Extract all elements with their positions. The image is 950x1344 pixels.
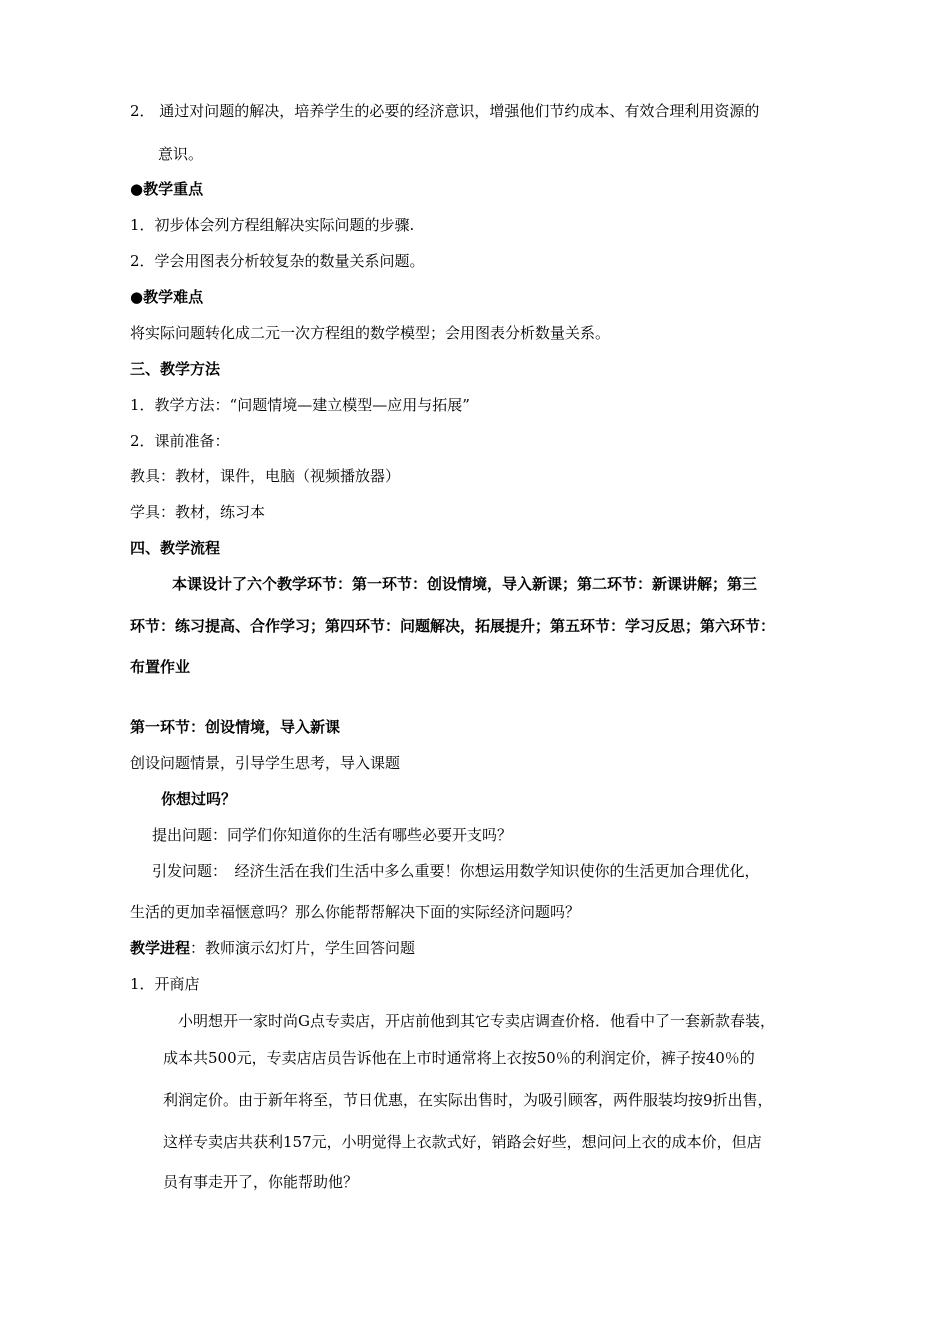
- objective-item-2-line2: 意识。: [158, 145, 204, 163]
- step1-prompt-line1: 引发问题： 经济生活在我们生活中多么重要！你想运用数学知识使你的生活更加合理优化，: [152, 862, 760, 880]
- step1-sub-heading: 你想过吗？: [161, 790, 237, 808]
- difficulties-heading: ●教学难点: [130, 288, 204, 306]
- key-point-2: 2．学会用图表分析较复杂的数量关系问题。: [130, 252, 425, 270]
- teacher-tools: 教具：教材，课件，电脑（视频播放器）: [130, 467, 401, 485]
- step1-desc: 创设问题情景，引导学生思考，导入课题: [130, 754, 401, 772]
- key-point-1: 1．初步体会列方程组解决实际问题的步骤.: [130, 216, 415, 234]
- flow-heading: 四、教学流程: [130, 539, 221, 557]
- problem-line-1: 小明想开一家时尚G点专卖店，开店前他到其它专卖店调查价格．他看中了一套新款春装，: [163, 1012, 775, 1030]
- flow-intro-line3: 布置作业: [130, 658, 191, 676]
- problem-line-4: 这样专卖店共获利157元，小明觉得上衣款式好，销路会好些，想问问上衣的成本价，但店: [163, 1133, 762, 1151]
- problem-line-5: 员有事走开了，你能帮助他？: [163, 1173, 359, 1191]
- method-item-1: 1．教学方法：“问题情境—建立模型—应用与拓展”: [130, 396, 470, 414]
- student-tools: 学具：教材，练习本: [130, 503, 266, 521]
- problem-line-3: 利润定价。由于新年将至，节日优惠，在实际出售时，为吸引顾客，两件服装均按9折出售，: [163, 1091, 773, 1109]
- key-points-heading: ●教学重点: [130, 180, 204, 198]
- problem-title: 1．开商店: [130, 975, 200, 993]
- flow-intro-line1: 本课设计了六个教学环节：第一环节：创设情境，导入新课；第二环节：新课讲解；第三: [172, 575, 758, 593]
- difficulties-text: 将实际问题转化成二元一次方程组的数学模型；会用图表分析数量关系。: [130, 324, 611, 342]
- problem-line-2: 成本共500元，专卖店店员告诉他在上市时通常将上衣按50％的利润定价，裤子按40％的: [163, 1049, 755, 1067]
- step1-heading: 第一环节：创设情境，导入新课: [130, 718, 341, 736]
- teaching-progress-text: ：教师演示幻灯片，学生回答问题: [190, 939, 416, 957]
- teaching-progress: [130, 937, 415, 959]
- methods-heading: 三、教学方法: [130, 360, 221, 378]
- method-item-2: 2．课前准备：: [130, 432, 230, 450]
- step1-question: 提出问题：同学们你知道你的生活有哪些必要开支吗？: [152, 826, 513, 844]
- flow-intro-line2: 环节：练习提高、合作学习；第四环节：问题解决，拓展提升；第五环节：学习反思；第六环节：: [130, 617, 776, 635]
- step1-prompt-line2: 生活的更加幸福惬意吗？那么你能帮帮解决下面的实际经济问题吗？: [130, 903, 581, 921]
- teaching-progress-label: 教学进程: [130, 939, 191, 957]
- objective-item-2-line1: 2． 通过对问题的解决，培养学生的必要的经济意识，增强他们节约成本、有效合理利用资源的: [130, 102, 760, 120]
